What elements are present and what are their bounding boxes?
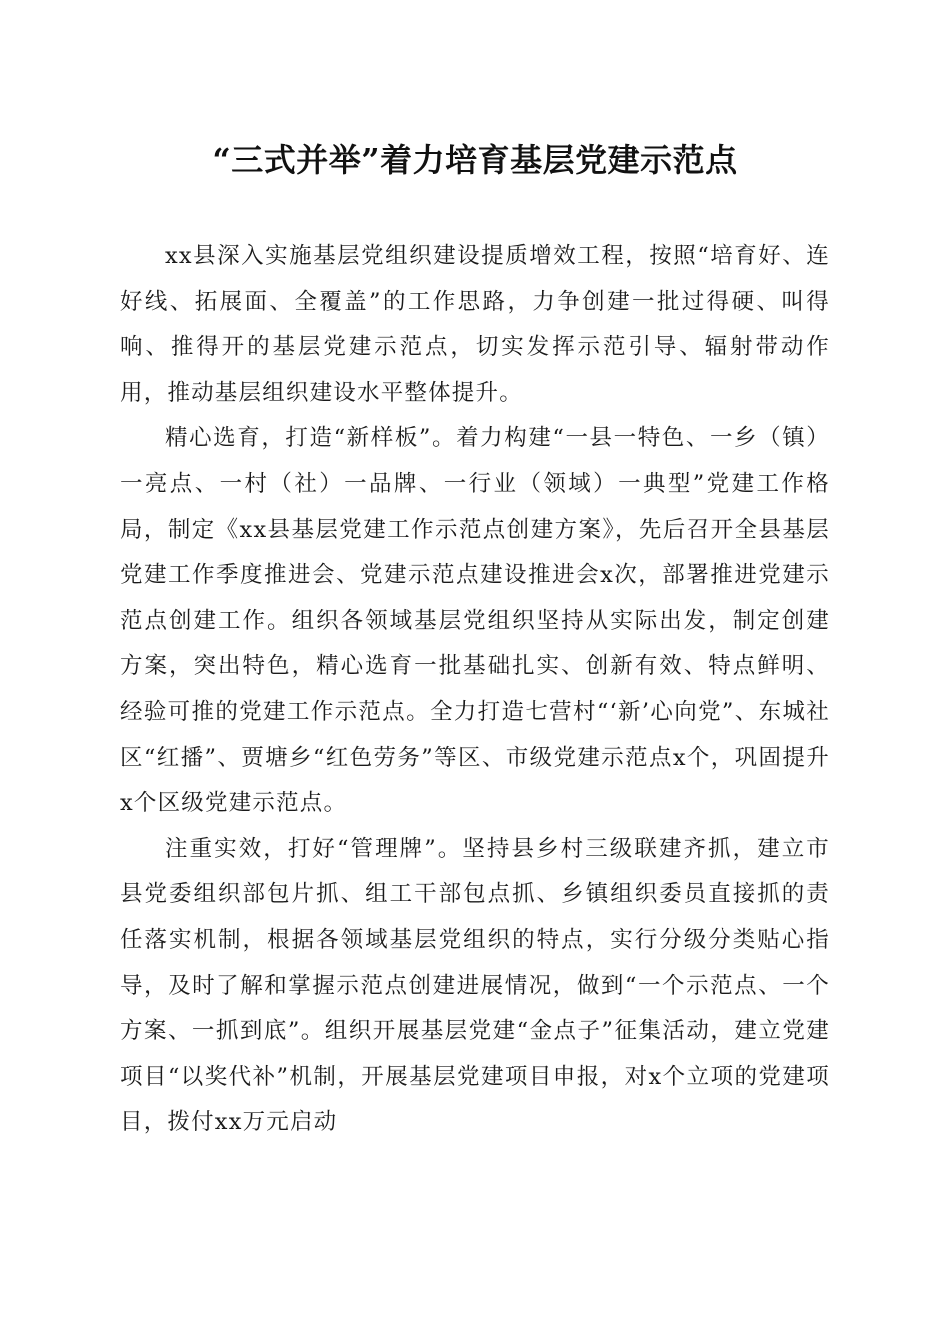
paragraph-intro: xx县深入实施基层党组织建设提质增效工程，按照“培育好、连好线、拓展面、全覆盖”的工作思路，力争创建一批过得硬、叫得响、推得开的基层党建示范点，切实发挥示范引导、辐射带动作用，推动基层组织建设水平整体提升。 [120, 243, 830, 406]
paragraph-management: 注重实效，打好“管理牌”。坚持县乡村三级联建齐抓，建立市县党委组织部包片抓、组工干部包点抓、乡镇组织委员直接抓的责任落实机制，根据各领域基层党组织的特点，实行分级分类贴心指导，及时了解和掌握示范点创建进展情况，做到“一个示范点、一个方案、一抓到底”。组织开展基层党建“金点子”征集活动，建立党建项目“以奖代补”机制，开展基层党建项目申报，对x个立项的党建项目，拨付xx万元启动 [120, 835, 830, 1136]
document-title: “三式并举”着力培育基层党建示范点 [212, 141, 738, 179]
document-body [120, 234, 830, 1146]
paragraph-selection: 精心选育，打造“新样板”。着力构建“一县一特色、一乡（镇）一亮点、一村（社）一品牌、一行业（领域）一典型”党建工作格局，制定《xx县基层党建工作示范点创建方案》，先后召开全县基层党建工作季度推进会、党建示范点建设推进会x次，部署推进党建示范点创建工作。组织各领域基层党组织坚持从实际出发，制定创建方案，突出特色，精心选育一批基础扎实、创新有效、特点鲜明、经验可推的党建工作示范点。全力打造七营村“‘新’心向党”、东城社区“红播”、贾塘乡“红色劳务”等区、市级党建示范点x个，巩固提升x个区级党建示范点。 [120, 425, 830, 817]
